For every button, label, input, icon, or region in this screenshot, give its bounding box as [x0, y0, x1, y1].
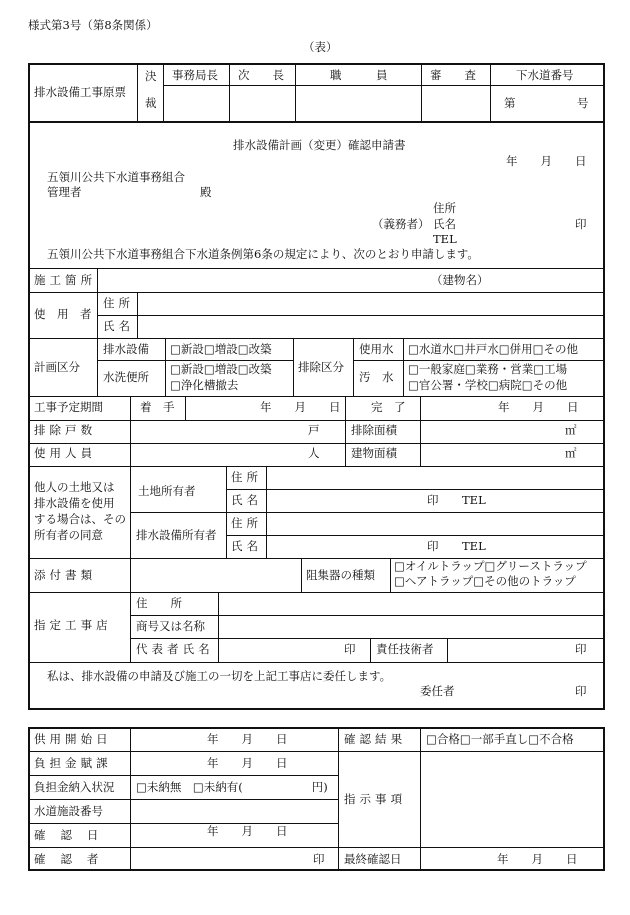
water-use-label: 使用水: [359, 342, 394, 356]
confirm-date-value: 年 月 日: [207, 824, 288, 838]
start-use-label: 供用開始日: [34, 732, 112, 746]
instructions-label: 指示事項: [344, 792, 407, 806]
role-review: 審 査: [430, 68, 476, 82]
engineer-seal: 印: [575, 642, 587, 656]
land-owner-address-label: 住所: [231, 470, 263, 484]
honorific: 殿: [200, 185, 212, 199]
side-label: （表）: [303, 40, 338, 54]
application-title: 排水設備計画（変更）確認申請書: [233, 138, 406, 152]
confirmer-label: 確認者: [34, 852, 114, 866]
trap-label: 阻集器の種類: [306, 568, 375, 582]
drain-area-unit: ㎡: [565, 423, 577, 437]
consent-line-1: 他人の土地又は: [34, 480, 115, 494]
obligor-label: （義務者）: [372, 217, 430, 231]
result-label: 確認結果: [344, 732, 407, 746]
sewer-number-label: 下水道番号: [516, 68, 574, 82]
user-label: 使 用 者: [34, 307, 92, 321]
levy-label: 負担金賦課: [34, 756, 112, 770]
start-label: 着 手: [140, 400, 175, 414]
confirmer-seal: 印: [313, 852, 325, 866]
exclusion-label: 排除区分: [298, 360, 344, 374]
applicant-tel: TEL: [433, 232, 457, 246]
trap-options-1: □オイルトラップ□グリーストラップ: [394, 559, 587, 573]
building-area-label: 建物面積: [351, 446, 397, 460]
site-label: 施工箇所: [34, 273, 97, 287]
users-count-unit: 人: [308, 446, 320, 460]
building-name-label: （建物名）: [431, 273, 489, 287]
contractor-label: 指定工事店: [34, 618, 112, 632]
kessai-1: 決: [145, 69, 157, 83]
facility-owner-seal: 印: [427, 539, 439, 553]
households-unit: 戸: [308, 423, 320, 437]
confirm-date-label: 確認日: [34, 828, 114, 842]
address-label: 住所: [433, 201, 456, 215]
delegator-seal: 印: [575, 684, 587, 698]
plan-label: 計画区分: [34, 360, 80, 374]
contractor-rep-label: 代表者氏名: [136, 642, 214, 656]
households-label: 排除戸数: [34, 423, 97, 437]
header-label: 排水設備工事原票: [34, 85, 126, 99]
applicant-seal: 印: [575, 217, 587, 231]
land-owner-label: 土地所有者: [138, 484, 196, 498]
applicant-name-label: 氏名: [433, 217, 456, 231]
toilet-label: 水洗便所: [103, 370, 149, 384]
drainage-label: 排水設備: [103, 342, 149, 356]
facility-owner-address-label: 住所: [231, 516, 263, 530]
delegation-text: 私は、排水設備の申請及び施工の一切を上記工事店に委任します。: [47, 669, 392, 683]
drainage-options: □新設□増設□改築: [170, 342, 272, 356]
contractor-trade-name-label: 商号又は名称: [136, 619, 205, 633]
users-count-label: 使用人員: [34, 446, 97, 460]
land-owner-tel: TEL: [462, 493, 486, 507]
attachments-label: 添付書類: [34, 568, 97, 582]
number-suffix: 号: [577, 96, 589, 110]
kessai-2: 裁: [145, 96, 157, 110]
form-number: 様式第3号（第8条関係）: [28, 18, 158, 32]
final-confirm-label: 最終確認日: [344, 852, 402, 866]
toilet-options-1: □新設□増設□改築: [170, 362, 272, 376]
user-address-label: 住所: [103, 296, 135, 310]
final-confirm-date: 年 月 日: [497, 852, 578, 866]
building-area-unit: ㎡: [565, 446, 577, 460]
consent-line-4: 所有者の同意: [34, 528, 103, 542]
water-options: □水道水□井戸水□併用□その他: [408, 342, 578, 356]
result-options: □合格□一部手直し□不合格: [426, 732, 574, 746]
delegator-label: 委任者: [420, 684, 455, 698]
end-label: 完 了: [371, 400, 406, 414]
consent-line-3: する場合は、その: [34, 512, 126, 526]
payment-label: 負担金納入状況: [34, 780, 115, 794]
consent-line-2: 排水設備を使用: [34, 496, 115, 510]
schedule-label: 工事予定期間: [34, 400, 103, 414]
levy-date: 年 月 日: [207, 756, 288, 770]
addressee-org: 五領川公共下水道事務組合: [47, 170, 185, 184]
payment-options: □未納無 □未納有( 円): [136, 780, 328, 794]
land-owner-name-label: 氏名: [231, 493, 263, 507]
facility-owner-tel: TEL: [462, 539, 486, 553]
start-date: 年 月 日: [260, 400, 341, 414]
role-deputy: 次 長: [238, 68, 284, 82]
application-date: 年 月 日: [506, 154, 587, 168]
start-use-date: 年 月 日: [207, 732, 288, 746]
sewage-label: 汚 水: [359, 370, 394, 384]
contractor-seal: 印: [344, 642, 356, 656]
statement: 五領川公共下水道事務組合下水道条例第6条の規定により、次のとおり申請します。: [47, 247, 479, 261]
facility-owner-label: 排水設備所有者: [136, 528, 217, 542]
user-name-label: 氏名: [103, 319, 135, 333]
water-facility-number-label: 水道施設番号: [34, 804, 103, 818]
toilet-options-2: □浄化槽撤去: [170, 378, 239, 392]
facility-owner-name-label: 氏名: [231, 539, 263, 553]
trap-options-2: □ヘアトラップ□その他のトラップ: [394, 574, 576, 588]
end-date: 年 月 日: [498, 400, 579, 414]
sewage-options-1: □一般家庭□業務・営業□工場: [408, 362, 568, 376]
engineer-label: 責任技術者: [376, 642, 434, 656]
role-director: 事務局長: [172, 68, 218, 82]
role-staff: 職 員: [330, 68, 388, 82]
addressee-manager: 管理者: [47, 185, 82, 199]
land-owner-seal: 印: [427, 493, 439, 507]
contractor-address-label: 住 所: [136, 596, 182, 610]
drain-area-label: 排除面積: [351, 423, 397, 437]
sewage-options-2: □官公署・学校□病院□その他: [408, 378, 568, 392]
number-prefix: 第: [504, 96, 516, 110]
